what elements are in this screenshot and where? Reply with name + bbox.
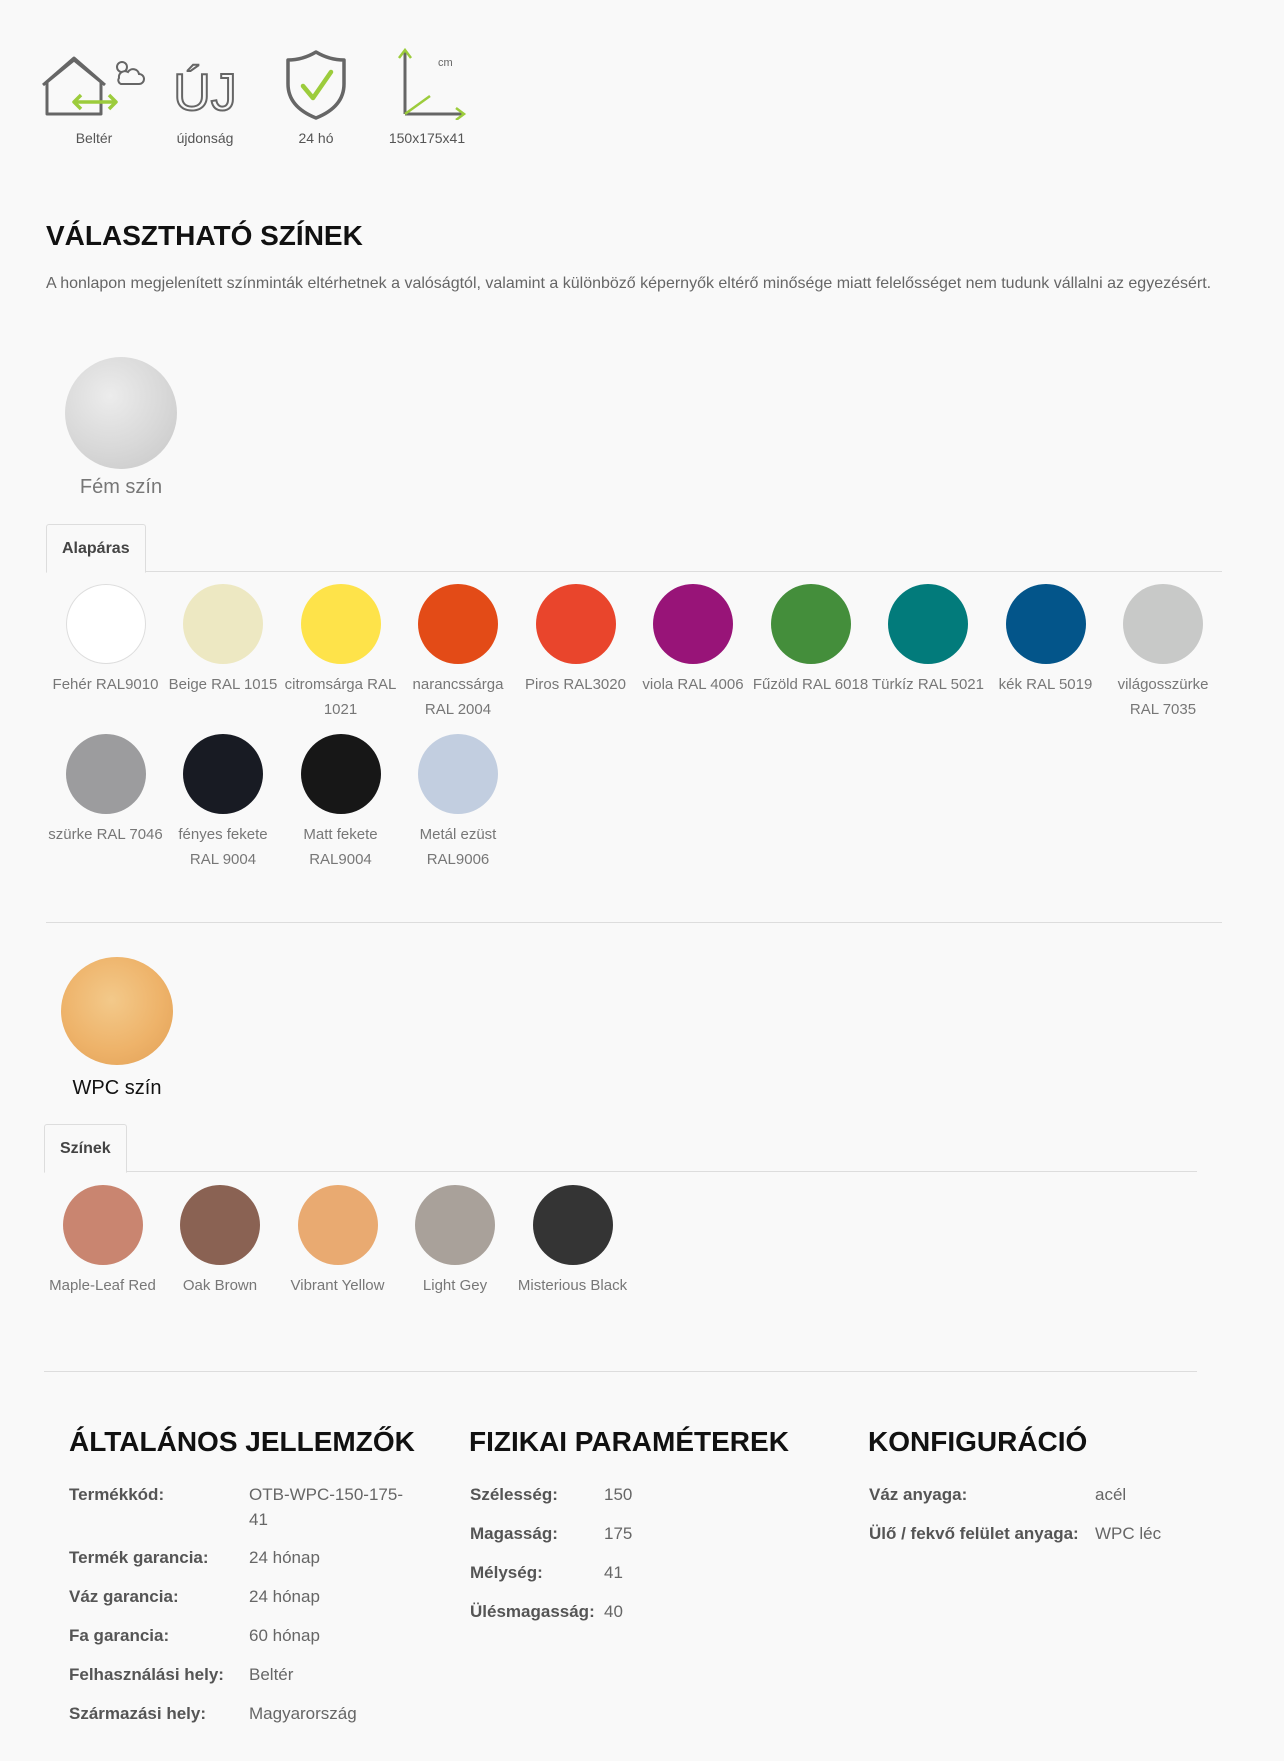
- feature-label: Beltér: [75, 130, 113, 146]
- metal-color-label: Fém szín: [79, 476, 163, 498]
- color-swatch-dot: [653, 584, 733, 664]
- spec-key: Ülésmagasság:: [470, 1602, 595, 1621]
- spec-key: Magasság:: [470, 1524, 558, 1543]
- color-swatch[interactable]: [517, 584, 634, 697]
- spec-value: 40: [604, 1602, 623, 1621]
- color-swatch-dot: [301, 584, 381, 664]
- section-divider: [44, 1371, 1197, 1372]
- feature-new: [150, 48, 260, 146]
- color-swatch[interactable]: [397, 1185, 514, 1298]
- color-swatch-label: szürke RAL 7046: [48, 826, 163, 843]
- colors-section-title: VÁLASZTHATÓ SZÍNEK: [46, 220, 363, 251]
- color-swatch-label: Maple-Leaf Red: [49, 1277, 156, 1294]
- metal-tabbar: [46, 524, 1222, 572]
- color-swatch-label: viola RAL 4006: [642, 676, 744, 693]
- spec-value: 41: [604, 1563, 623, 1582]
- color-swatch-dot: [66, 584, 146, 664]
- color-swatch-dot: [301, 734, 381, 814]
- general-specs-title: ÁLTALÁNOS JELLEMZŐK: [69, 1426, 415, 1457]
- color-swatch-label: Misterious Black: [517, 1277, 628, 1294]
- color-swatch[interactable]: [282, 584, 399, 722]
- feature-indoor: [39, 48, 149, 146]
- spec-value: acél: [1095, 1485, 1127, 1504]
- spec-value: OTB-WPC-150-175-41: [249, 1485, 403, 1529]
- color-swatch-label: Fehér RAL9010: [52, 676, 159, 693]
- spec-key: Váz garancia:: [69, 1587, 179, 1606]
- svg-text:cm: cm: [438, 57, 453, 69]
- color-swatch[interactable]: [44, 1185, 161, 1298]
- dimensions-icon: [372, 48, 482, 120]
- color-swatch[interactable]: [162, 1185, 279, 1298]
- color-swatch[interactable]: [752, 584, 869, 697]
- color-swatch-dot: [66, 734, 146, 814]
- color-swatch[interactable]: [987, 584, 1104, 697]
- shield-check-icon: [261, 48, 371, 120]
- color-swatch-dot: [888, 584, 968, 664]
- svg-text:ÚJ: ÚJ: [173, 64, 237, 120]
- color-swatch-dot: [180, 1185, 260, 1265]
- color-swatch-label: Oak Brown: [182, 1277, 258, 1294]
- spec-value: Magyarország: [249, 1704, 357, 1723]
- colors-disclaimer: A honlapon megjelenített színminták eltérhetnek a valóságtól, valamint a különböző képernyők eltérő minősége miatt felelősséget nem tudunk vállalni az egyezésért.: [46, 275, 1212, 292]
- color-swatch-dot: [183, 584, 263, 664]
- color-swatch[interactable]: [165, 734, 282, 872]
- color-swatch-dot: [298, 1185, 378, 1265]
- color-swatch-label: citromsárga RAL 1021: [284, 676, 397, 718]
- spec-key: Fa garancia:: [69, 1626, 170, 1645]
- color-swatch-dot: [536, 584, 616, 664]
- color-swatch[interactable]: [279, 1185, 396, 1298]
- spec-value: 150: [604, 1485, 633, 1504]
- tab-alaparas[interactable]: Alapáras: [46, 524, 146, 573]
- color-swatch-dot: [418, 734, 498, 814]
- color-swatch[interactable]: [47, 584, 164, 697]
- spec-key: Termékkód:: [69, 1485, 165, 1504]
- color-swatch[interactable]: [1105, 584, 1222, 722]
- spec-key: Származási hely:: [69, 1704, 207, 1723]
- color-swatch-label: Türkíz RAL 5021: [872, 676, 984, 693]
- spec-value: 175: [604, 1524, 633, 1543]
- spec-key: Felhasználási hely:: [69, 1665, 224, 1684]
- indoor-outdoor-icon: [39, 48, 149, 120]
- feature-warranty: [261, 48, 371, 146]
- color-swatch-label: Piros RAL3020: [525, 676, 626, 693]
- feature-label: újdonság: [176, 130, 234, 146]
- feature-label: 24 hó: [298, 130, 334, 146]
- tab-szinek[interactable]: Színek: [44, 1124, 127, 1173]
- spec-value: 60 hónap: [249, 1626, 320, 1645]
- color-swatch-dot: [1123, 584, 1203, 664]
- wpc-color-image: [61, 957, 173, 1065]
- color-swatch-dot: [63, 1185, 143, 1265]
- color-swatch[interactable]: [400, 584, 517, 722]
- color-swatch-label: Vibrant Yellow: [290, 1277, 385, 1294]
- color-swatch-label: fényes fekete RAL 9004: [178, 826, 268, 868]
- metal-color-image: [65, 357, 177, 469]
- wpc-tabbar: [44, 1124, 1197, 1172]
- color-swatch-dot: [771, 584, 851, 664]
- color-swatch-label: Matt fekete RAL9004: [303, 826, 378, 868]
- section-divider: [46, 922, 1222, 923]
- color-swatch-dot: [533, 1185, 613, 1265]
- wpc-color-label: WPC szín: [72, 1077, 162, 1099]
- config-specs-title: KONFIGURÁCIÓ: [868, 1426, 1088, 1457]
- new-uj-icon: [150, 48, 260, 120]
- feature-dimensions: [372, 48, 482, 146]
- color-swatch-label: Beige RAL 1015: [168, 676, 278, 693]
- feature-label: 150x175x41: [388, 130, 466, 146]
- color-swatch[interactable]: [282, 734, 399, 872]
- spec-key: Ülő / fekvő felület anyaga:: [869, 1524, 1079, 1543]
- spec-value: WPC léc: [1095, 1524, 1162, 1543]
- color-swatch[interactable]: [870, 584, 987, 697]
- color-swatch-label: Metál ezüst RAL9006: [419, 826, 497, 868]
- color-swatch-label: világosszürke RAL 7035: [1117, 676, 1209, 718]
- color-swatch-dot: [183, 734, 263, 814]
- spec-value: 24 hónap: [249, 1548, 320, 1567]
- spec-value: 24 hónap: [249, 1587, 320, 1606]
- spec-value: Beltér: [249, 1665, 294, 1684]
- color-swatch[interactable]: [514, 1185, 631, 1298]
- color-swatch-dot: [415, 1185, 495, 1265]
- color-swatch-label: narancssárga RAL 2004: [412, 676, 504, 718]
- spec-key: Termék garancia:: [69, 1548, 209, 1567]
- color-swatch-label: Fűzöld RAL 6018: [752, 676, 869, 693]
- color-swatch-dot: [1006, 584, 1086, 664]
- spec-key: Váz anyaga:: [869, 1485, 968, 1504]
- spec-key: Mélység:: [470, 1563, 543, 1582]
- physical-specs-title: FIZIKAI PARAMÉTEREK: [469, 1426, 789, 1457]
- color-swatch-label: Light Gey: [422, 1277, 488, 1294]
- color-swatch[interactable]: [635, 584, 752, 697]
- color-swatch[interactable]: [400, 734, 517, 872]
- color-swatch[interactable]: [165, 584, 282, 697]
- color-swatch-label: kék RAL 5019: [998, 676, 1093, 693]
- spec-key: Szélesség:: [470, 1485, 558, 1504]
- color-swatch[interactable]: [47, 734, 164, 847]
- color-swatch-dot: [418, 584, 498, 664]
